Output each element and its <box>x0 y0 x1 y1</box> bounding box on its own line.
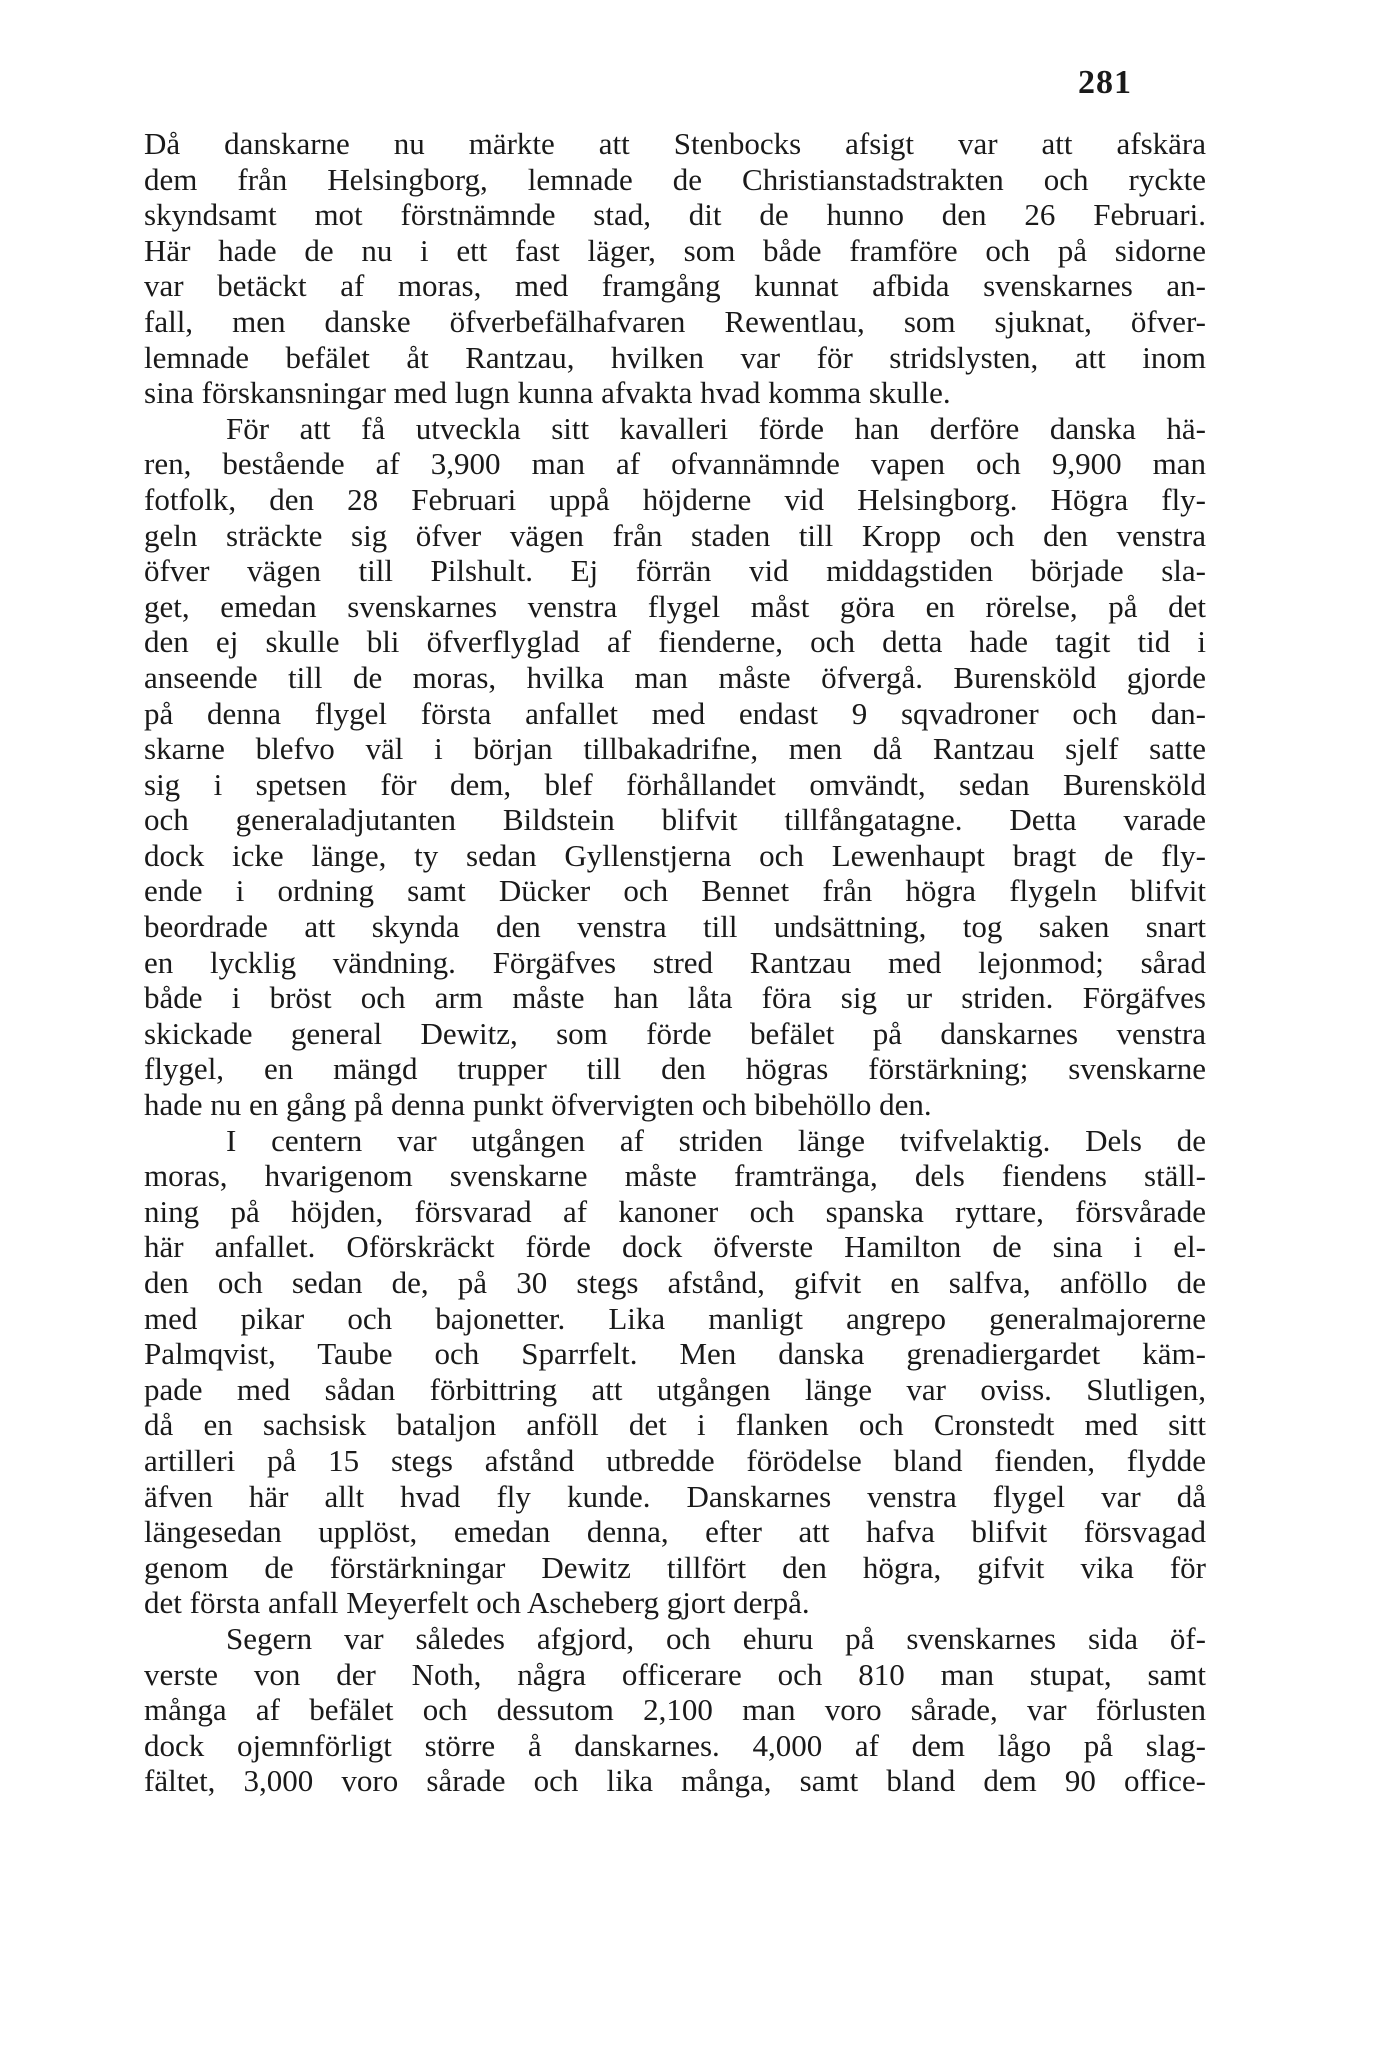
text-line: fotfolk, den 28 Februari uppå höjderne vid Helsingborg. Högra fly- <box>144 481 1206 517</box>
text-line: öfver vägen till Pilshult. Ej förrän vid middagstiden började sla- <box>144 553 1206 589</box>
text-line: med pikar och bajonetter. Lika manligt angrepo generalmajorerne <box>144 1300 1206 1336</box>
text-line: både i bröst och arm måste han låta föra sig ur striden. Förgäfves <box>144 980 1206 1016</box>
text-line: på denna flygel första anfallet med endast 9 sqvadroner och dan- <box>144 695 1206 731</box>
text-line: äfven här allt hvad fly kunde. Danskarnes venstra flygel var då <box>144 1478 1206 1514</box>
text-line: skarne blefvo väl i början tillbakadrifne, men då Rantzau sjelf satte <box>144 731 1206 767</box>
text-line: Segern var således afgjord, och ehuru på svenskarnes sida öf- <box>226 1620 1206 1656</box>
text-line: här anfallet. Oförskräckt förde dock öfverste Hamilton de sina i el- <box>144 1229 1206 1265</box>
text-line: skyndsamt mot förstnämnde stad, dit de hunno den 26 Februari. <box>144 197 1206 233</box>
text-line: moras, hvarigenom svenskarne måste framtränga, dels fiendens ställ- <box>144 1158 1206 1194</box>
text-line: geln sträckte sig öfver vägen från staden till Kropp och den venstra <box>144 517 1206 553</box>
text-line: en lycklig vändning. Förgäfves stred Rantzau med lejonmod; sårad <box>144 944 1206 980</box>
text-line: pade med sådan förbittring att utgången länge var oviss. Slutligen, <box>144 1371 1206 1407</box>
text-line: fältet, 3,000 voro sårade och lika många, samt bland dem 90 office- <box>144 1763 1206 1799</box>
text-line: fall, men danske öfverbefälhafvaren Rewentlau, som sjuknat, öfver- <box>144 303 1206 339</box>
text-line: dem från Helsingborg, lemnade de Christianstadstrakten och ryckte <box>144 161 1206 197</box>
text-line: flygel, en mängd trupper till den högras förstärkning; svenskarne <box>144 1051 1206 1087</box>
text-line: sina förskansningar med lugn kunna afvakta hvad komma skulle. <box>144 375 951 411</box>
text-line: I centern var utgången af striden länge tvifvelaktig. Dels de <box>226 1122 1206 1158</box>
text-line: För att få utveckla sitt kavalleri förde han derföre danska hä- <box>226 410 1206 446</box>
text-line: anseende till de moras, hvilka man måste öfvergå. Burensköld gjorde <box>144 659 1206 695</box>
text-line: lemnade befälet åt Rantzau, hvilken var för stridslysten, att inom <box>144 339 1206 375</box>
text-line: och generaladjutanten Bildstein blifvit tillfångatagne. Detta varade <box>144 802 1206 838</box>
text-line: den och sedan de, på 30 stegs afstånd, gifvit en salfva, anföllo de <box>144 1265 1206 1300</box>
text-line: var betäckt af moras, med framgång kunnat afbida svenskarnes an- <box>144 268 1206 304</box>
text-line: dock icke länge, ty sedan Gyllenstjerna och Lewenhaupt bragt de fly- <box>144 837 1206 873</box>
text-line: längesedan upplöst, emedan denna, efter att hafva blifvit försvagad <box>144 1514 1206 1550</box>
text-line: ende i ordning samt Dücker och Bennet från högra flygeln blifvit <box>144 873 1206 909</box>
text-line: ren, bestående af 3,900 man af ofvannämnde vapen och 9,900 man <box>144 446 1206 482</box>
text-line: get, emedan svenskarnes venstra flygel måst göra en rörelse, på det <box>144 588 1206 624</box>
text-line: många af befälet och dessutom 2,100 man voro sårade, var förlusten <box>144 1692 1206 1728</box>
text-line: skickade general Dewitz, som förde befälet på danskarnes venstra <box>144 1015 1206 1051</box>
text-line: verste von der Noth, några officerare och 810 man stupat, samt <box>144 1656 1206 1692</box>
text-line: Här hade de nu i ett fast läger, som både framföre och på sidorne <box>144 232 1206 268</box>
text-line: dock ojemnförligt större å danskarnes. 4,000 af dem lågo på slag- <box>144 1727 1206 1763</box>
text-line: artilleri på 15 stegs afstånd utbredde förödelse bland fienden, flydde <box>144 1442 1206 1478</box>
text-line: genom de förstärkningar Dewitz tillfört den högra, gifvit vika för <box>144 1549 1206 1585</box>
text-line: sig i spetsen för dem, blef förhållandet omvändt, sedan Burensköld <box>144 766 1206 802</box>
text-line: den ej skulle bli öfverflyglad af fienderne, och detta hade tagit tid i <box>144 624 1206 660</box>
text-line: det första anfall Meyerfelt och Ascheberg gjort derpå. <box>144 1585 810 1621</box>
text-line: Då danskarne nu märkte att Stenbocks afsigt var att afskära <box>144 126 1206 161</box>
text-line: beordrade att skynda den venstra till undsättning, tog saken snart <box>144 909 1206 945</box>
body-text <box>144 126 1206 1799</box>
text-line: ning på höjden, försvarad af kanoner och spanska ryttare, försvårade <box>144 1193 1206 1229</box>
page-number: 281 <box>1078 64 1132 101</box>
text-line: hade nu en gång på denna punkt öfvervigten och bibehöllo den. <box>144 1087 932 1123</box>
text-line: Palmqvist, Taube och Sparrfelt. Men danska grenadiergardet käm- <box>144 1336 1206 1372</box>
text-line: då en sachsisk bataljon anföll det i flanken och Cronstedt med sitt <box>144 1407 1206 1443</box>
